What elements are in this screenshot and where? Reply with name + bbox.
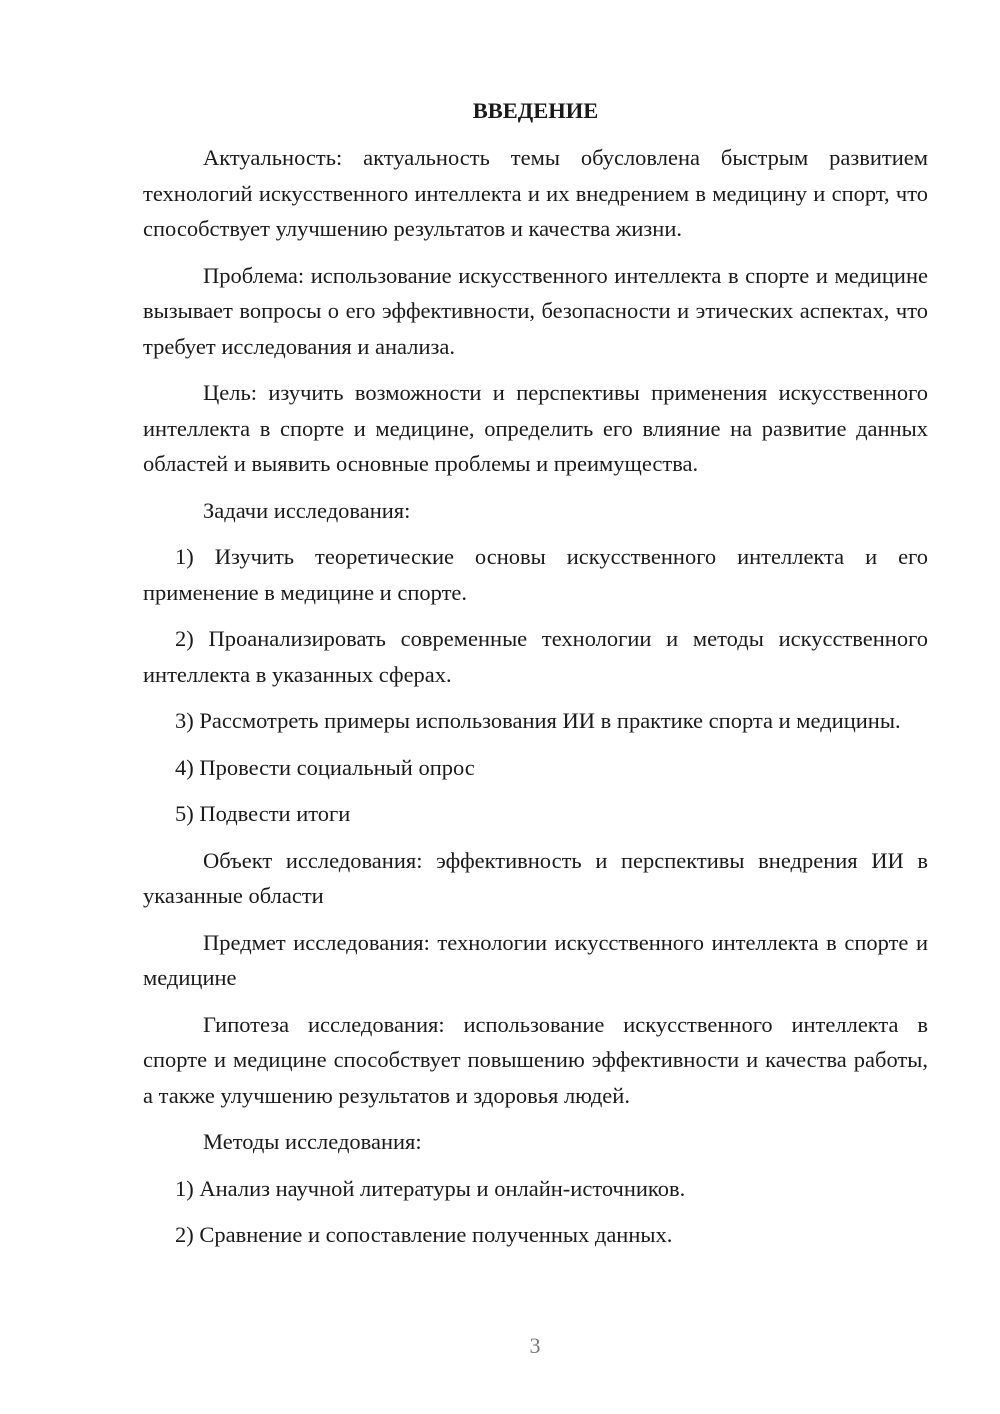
task-item: 4) Провести социальный опрос [175, 754, 475, 780]
task-item: 2) Проанализировать современные технологии и методы искусственного интеллекта в указанных сферах. [143, 626, 928, 687]
goal-paragraph: Цель: изучить возможности и перспективы применения искусственного интеллекта в спорте и медицине, определить его влияние на развитие данных областей и выявить основные проблемы и преимущества. [143, 380, 928, 476]
document-page [143, 93, 928, 1264]
hypothesis-paragraph: Гипотеза исследования: использование искусственного интеллекта в спорте и медицине способствует повышению эффективности и качества работы, а также улучшению результатов и здоровья людей. [143, 1011, 928, 1108]
section-heading: ВВЕДЕНИЕ [472, 98, 599, 123]
methods-title: Методы исследования: [203, 1129, 422, 1154]
task-item: 5) Подвести итоги [175, 801, 351, 826]
tasks-title: Задачи исследования: [203, 497, 411, 523]
relevance-paragraph: Актуальность: актуальность темы обусловлена быстрым развитием технологий искусственного интеллекта и их внедрением в медицину и спорт, что способствует улучшению результатов и качества жизни. [143, 145, 928, 241]
subject-paragraph: Предмет исследования: технологии искусственного интеллекта в спорте и медицине [143, 929, 928, 990]
method-item: 1) Анализ научной литературы и онлайн-источников. [175, 1175, 686, 1201]
task-item: 1) Изучить теоретические основы искусственного интеллекта и его применение в медицине и спорте. [143, 544, 928, 605]
task-item: 3) Рассмотреть примеры использования ИИ в практике спорта и медицины. [175, 708, 901, 733]
object-paragraph: Объект исследования: эффективность и перспективы внедрения ИИ в указанные области [143, 847, 928, 908]
problem-paragraph: Проблема: использование искусственного интеллекта в спорте и медицине вызывает вопросы о его эффективности, безопасности и этических аспектах, что требует исследования и анализа. [143, 262, 928, 359]
method-item: 2) Сравнение и сопоставление полученных данных. [175, 1222, 673, 1247]
page-number: 3 [529, 1333, 541, 1358]
